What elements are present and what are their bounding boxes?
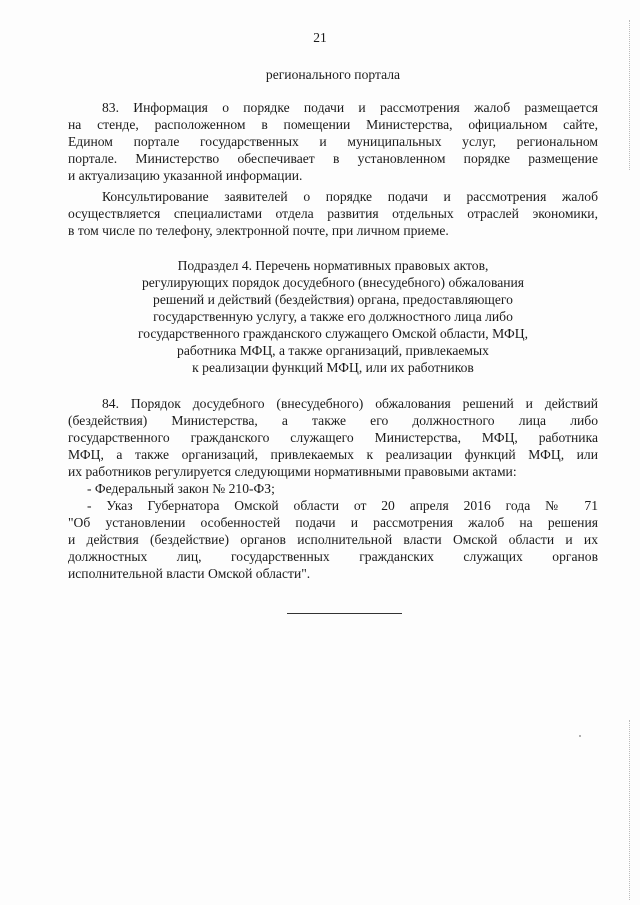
list-item-federal-law: - Федеральный закон № 210-ФЗ;	[87, 481, 275, 496]
paragraph-line: Едином портале государственных и муниципальных услуг, региональном	[68, 134, 598, 149]
paragraph-line: государственного гражданского служащего Министерства, МФЦ, работника	[68, 430, 598, 445]
paragraph-line: исполнительной власти Омской области".	[68, 566, 311, 581]
paragraph-line: и актуализацию указанной информации.	[68, 168, 303, 183]
heading-line: государственного гражданского служащего Омской области, МФЦ,	[138, 326, 528, 341]
paragraph-line: осуществляется специалистами отдела развития отдельных отраслей экономики,	[68, 206, 598, 221]
paragraph-line: должностных лиц, государственных гражданских служащих органов	[68, 549, 598, 564]
heading-line: решений и действий (бездействия) органа, предоставляющего	[153, 292, 513, 307]
paragraph-line: 83. Информация о порядке подачи и рассмотрения жалоб размещается	[102, 100, 598, 115]
paragraph-line: МФЦ, а также организаций, привлекаемых к реализации функций МФЦ, или	[68, 447, 598, 462]
heading-line: к реализации функций МФЦ, или их работников	[192, 360, 474, 375]
heading-line: государственную услугу, а также его должностного лица либо	[153, 309, 513, 324]
closing-divider	[287, 613, 402, 614]
paragraph-line: на стенде, расположенном в помещении Министерства, официальном сайте,	[68, 117, 598, 132]
heading-line: Подраздел 4. Перечень нормативных правовых актов,	[177, 258, 489, 273]
scan-speck	[579, 735, 581, 737]
paragraph-line: их работников регулируется следующими нормативными правовыми актами:	[68, 464, 517, 479]
page-number: 21	[313, 30, 327, 45]
paragraph-line: Консультирование заявителей о порядке подачи и рассмотрения жалоб	[102, 189, 598, 204]
scan-margin-artifact	[629, 720, 632, 900]
continuation-line: регионального портала	[265, 67, 401, 82]
heading-line: регулирующих порядок досудебного (внесудебного) обжалования	[141, 275, 525, 290]
paragraph-line: "Об установлении особенностей подачи и рассмотрения жалоб на решения	[68, 515, 598, 530]
paragraph-line: и действия (бездействие) органов исполнительной власти Омской области и их	[68, 532, 598, 547]
paragraph-line: портале. Министерство обеспечивает в установленном порядке размещение	[68, 151, 598, 166]
paragraph-line: 84. Порядок досудебного (внесудебного) обжалования решений и действий	[102, 396, 598, 411]
heading-line: работника МФЦ, а также организаций, привлекаемых	[177, 343, 489, 358]
scan-margin-artifact	[629, 20, 632, 170]
paragraph-line: - Указ Губернатора Омской области от 20 апреля 2016 года № 71	[87, 498, 598, 513]
paragraph-line: в том числе по телефону, электронной почте, при личном приеме.	[68, 223, 449, 238]
paragraph-line: (бездействия) Министерства, а также его должностного лица либо	[68, 413, 598, 428]
